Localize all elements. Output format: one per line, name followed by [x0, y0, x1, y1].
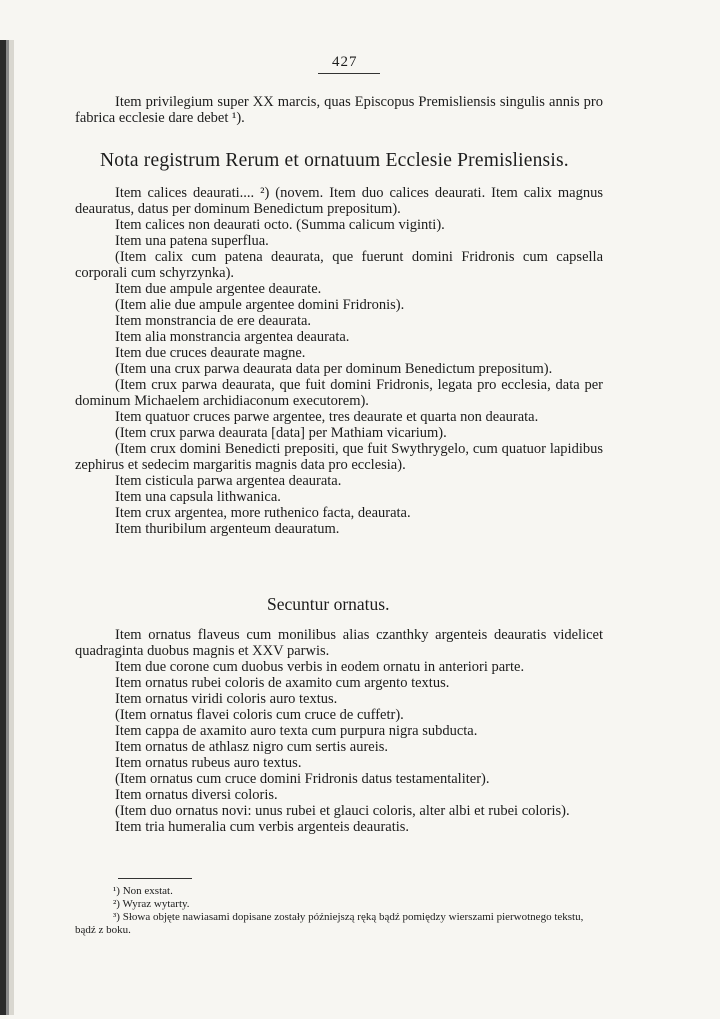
list-item: (Item alie due ampule argentee domini Fridronis). [115, 297, 405, 313]
list-item: (Item crux domini Benedicti prepositi, que fuit Swythrygelo, cum quatuor lapidibus zephirus et sedecim margaritis magnis data pro ecclesia). [75, 441, 603, 473]
list-item: Item una patena superflua. [115, 233, 269, 249]
list-item: Item ornatus viridi coloris auro textus. [115, 691, 338, 707]
list-item: Item thuribilum argenteum deauratum. [115, 521, 340, 537]
page-number-rule [318, 73, 380, 74]
list-item: Item cappa de axamito auro texta cum purpura nigra subducta. [115, 723, 478, 739]
page-number: 427 [332, 54, 358, 70]
list-item: Item crux argentea, more ruthenico facta, deaurata. [115, 505, 411, 521]
footnote-rule [118, 878, 192, 879]
list-item: Item ornatus rubei coloris de axamito cum argento textus. [115, 675, 450, 691]
list-item: Item ornatus flaveus cum monilibus alias czanthky argenteis deauratis videlicet quadraginta duobus magnis et XXV parwis. [75, 627, 603, 659]
list-item: Item cisticula parwa argentea deaurata. [115, 473, 342, 489]
list-item: Item due ampule argentee deaurate. [115, 281, 322, 297]
list-item: Item due corone cum duobus verbis in eodem ornatu in anteriori parte. [115, 659, 525, 675]
list-item: Item due cruces deaurate magne. [115, 345, 306, 361]
intro-paragraph [75, 94, 603, 126]
list-item: (Item calix cum patena deaurata, que fuerunt domini Fridronis cum capsella corporali cum schyrzynka). [75, 249, 603, 281]
list-item: Item calices non deaurati octo. (Summa calicum viginti). [115, 217, 445, 233]
list-item: Item tria humeralia cum verbis argenteis deauratis. [115, 819, 410, 835]
list-item: Item quatuor cruces parwe argentee, tres deaurate et quarta non deaurata. [115, 409, 539, 425]
list-item: (Item una crux parwa deaurata data per dominum Benedictum prepositum). [115, 361, 553, 377]
list-item: (Item ornatus cum cruce domini Fridronis datus testamentaliter). [115, 771, 490, 787]
footnote: ²) Wyraz wytarty. [113, 898, 190, 910]
inventory-list [75, 185, 603, 537]
list-item: Item ornatus rubeus auro textus. [115, 755, 302, 771]
page-binding-edge [0, 40, 14, 1015]
list-item: Item una capsula lithwanica. [115, 489, 281, 505]
list-item: (Item crux parwa deaurata [data] per Mathiam vicarium). [115, 425, 447, 441]
list-item: (Item duo ornatus novi: unus rubei et glauci coloris, alter albi et rubei coloris). [115, 803, 570, 819]
list-item: (Item ornatus flavei coloris cum cruce de cuffetr). [115, 707, 404, 723]
ornatus-list [75, 627, 603, 835]
section-subtitle: Secuntur ornatus. [267, 594, 390, 614]
list-item: Item alia monstrancia argentea deaurata. [115, 329, 350, 345]
section-title: Nota registrum Rerum et ornatuum Ecclesie Premisliensis. [100, 150, 569, 171]
intro-text: Item privilegium super XX marcis, quas Episcopus Premisliensis singulis annis pro fabrica ecclesie dare debet ¹). [75, 94, 603, 126]
list-item: Item ornatus diversi coloris. [115, 787, 278, 803]
list-item: Item ornatus de athlasz nigro cum sertis aureis. [115, 739, 389, 755]
footnote: ³) Słowa objęte nawiasami dopisane zostały późniejszą ręką bądź pomiędzy wierszami pierwotnego tekstu, bądź z boku. [75, 911, 584, 936]
footnote: ¹) Non exstat. [113, 885, 173, 897]
list-item: (Item crux parwa deaurata, que fuit domini Fridronis, legata pro ecclesia, data per dominum Michaelem archidiaconum executorem). [75, 377, 603, 409]
list-item: Item calices deaurati.... ²) (novem. Item duo calices deaurati. Item calix magnus deauratus, datus per dominum Benedictum prepositum). [75, 185, 603, 217]
list-item: Item monstrancia de ere deaurata. [115, 313, 312, 329]
